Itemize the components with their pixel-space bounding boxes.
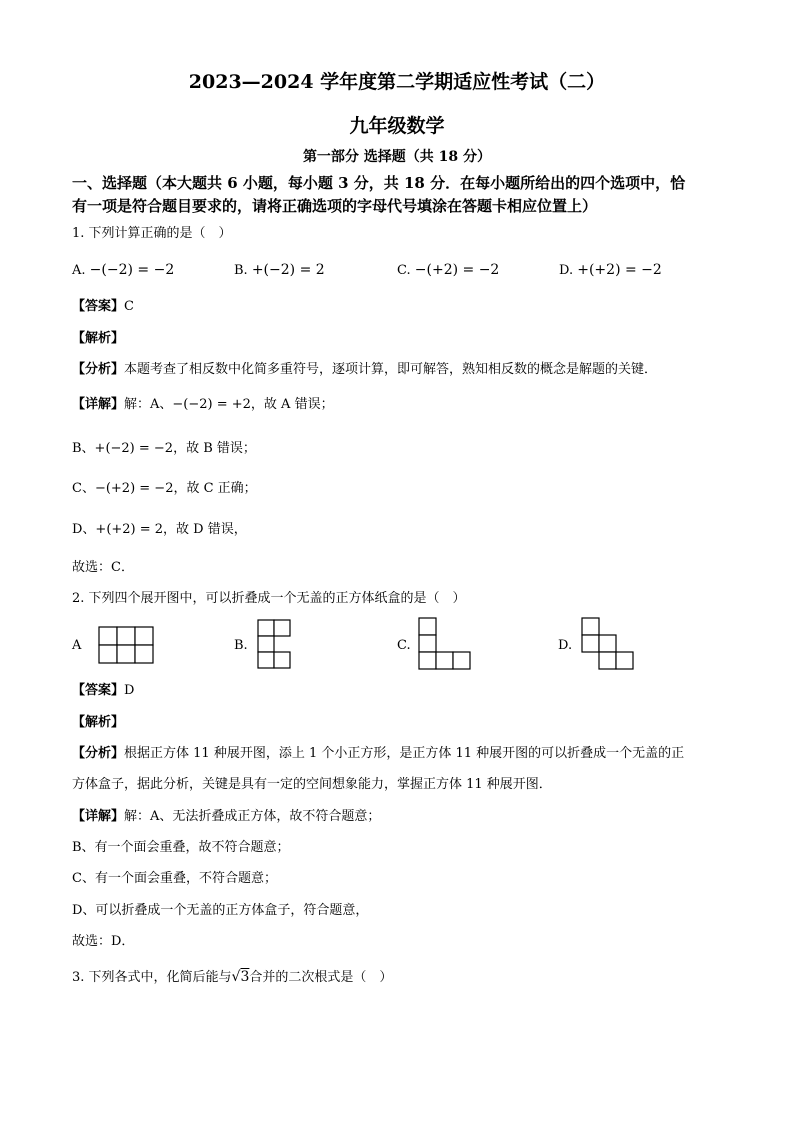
detail-text: 解：A、−(−2) = +2，故 A 错误； — [124, 397, 334, 412]
section-heading-line1: 一、选择题（本大题共 6 小题，每小题 3 分，共 18 分．在每小题所给出的四个选项中，恰 — [72, 174, 686, 192]
q2-option-a-label: A — [72, 638, 82, 653]
q1-detail-d: D、+(+2) = 2，故 D 错误， — [72, 522, 247, 537]
q1-option-a — [72, 262, 174, 279]
answer-value: C — [124, 299, 134, 314]
part-heading: 第一部分 选择题（共 18 分） — [302, 149, 492, 165]
q1-option-b — [234, 262, 325, 279]
q1-choose: 故选：C． — [72, 560, 134, 575]
q2-jiexi: 【解析】 — [72, 715, 125, 730]
q2-analysis-line1 — [72, 746, 684, 762]
q1-detail-a — [72, 397, 334, 413]
option-expr: −(−2) = −2 — [89, 262, 175, 278]
analysis-text: 根据正方体 11 种展开图，添上 1 个小正方形，是正方体 11 种展开图的可以折叠成一个无盖的正 — [124, 746, 685, 761]
radicand: 3 — [240, 969, 250, 985]
q2-option-d-label: D. — [558, 638, 573, 653]
option-expr: −(+2) = −2 — [414, 262, 500, 278]
q2-detail-d: D、可以折叠成一个无盖的正方体盒子，符合题意， — [72, 903, 369, 918]
net-b-figure — [257, 619, 295, 671]
q2-answer — [72, 683, 134, 699]
q1-detail-b: B、+(−2) = −2，故 B 错误； — [72, 441, 256, 456]
q2-option-b-label: B. — [234, 638, 248, 653]
q1-analysis — [72, 362, 657, 378]
option-label: D. — [559, 263, 574, 278]
q2-detail-a — [72, 809, 380, 825]
q2-detail-c: C、有一个面会重叠，不符合题意； — [72, 871, 277, 886]
q3-stem-prefix: 3. 下列各式中，化简后能与 — [72, 970, 232, 985]
section-heading-line2: 有一项是符合题目要求的，请将正确选项的字母代号填涂在答题卡相应位置上） — [72, 197, 598, 215]
detail-tag: 【详解】 — [72, 809, 125, 824]
q1-jiexi: 【解析】 — [72, 331, 125, 346]
net-c-figure — [418, 617, 474, 671]
analysis-tag: 【分析】 — [72, 746, 125, 761]
q3-stem-suffix: 合并的二次根式是（ ） — [249, 970, 393, 985]
option-label: B. — [234, 263, 248, 278]
detail-tag: 【详解】 — [72, 397, 125, 412]
q2-stem: 2. 下列四个展开图中，可以折叠成一个无盖的正方体纸盒的是（ ） — [72, 591, 466, 606]
q1-detail-c: C、−(+2) = −2，故 C 正确； — [72, 481, 257, 496]
analysis-text: 本题考查了相反数中化简多重符号，逐项计算，即可解答，熟知相反数的概念是解题的关键． — [124, 362, 658, 377]
analysis-tag: 【分析】 — [72, 362, 125, 377]
exam-subtitle: 九年级数学 — [349, 115, 445, 137]
q2-analysis-line2: 方体盒子，据此分析，关键是具有一定的空间想象能力，掌握正方体 11 种展开图． — [72, 777, 552, 792]
q2-choose: 故选：D． — [72, 934, 135, 949]
q1-answer — [72, 299, 134, 315]
q1-option-c — [397, 262, 499, 279]
q3-stem — [72, 969, 392, 986]
sqrt-symbol: √ — [231, 969, 241, 985]
net-d-figure — [581, 617, 637, 671]
option-label: C. — [397, 263, 411, 278]
net-a-figure — [98, 626, 158, 666]
net-a-extra — [154, 644, 158, 664]
answer-tag: 【答案】 — [72, 683, 125, 698]
q1-stem: 1. 下列计算正确的是（ ） — [72, 226, 232, 241]
detail-text: 解：A、无法折叠成正方体，故不符合题意； — [124, 809, 381, 824]
option-expr: +(+2) = −2 — [577, 262, 662, 278]
option-expr: +(−2) = 2 — [251, 262, 325, 278]
answer-value: D — [124, 683, 135, 698]
exam-title: 2023—2024 学年度第二学期适应性考试（二） — [188, 71, 606, 93]
q1-option-d — [559, 262, 662, 279]
q2-option-c-label: C. — [397, 638, 411, 653]
q2-detail-b: B、有一个面会重叠，故不符合题意； — [72, 840, 290, 855]
option-label: A. — [72, 263, 86, 278]
answer-tag: 【答案】 — [72, 299, 125, 314]
